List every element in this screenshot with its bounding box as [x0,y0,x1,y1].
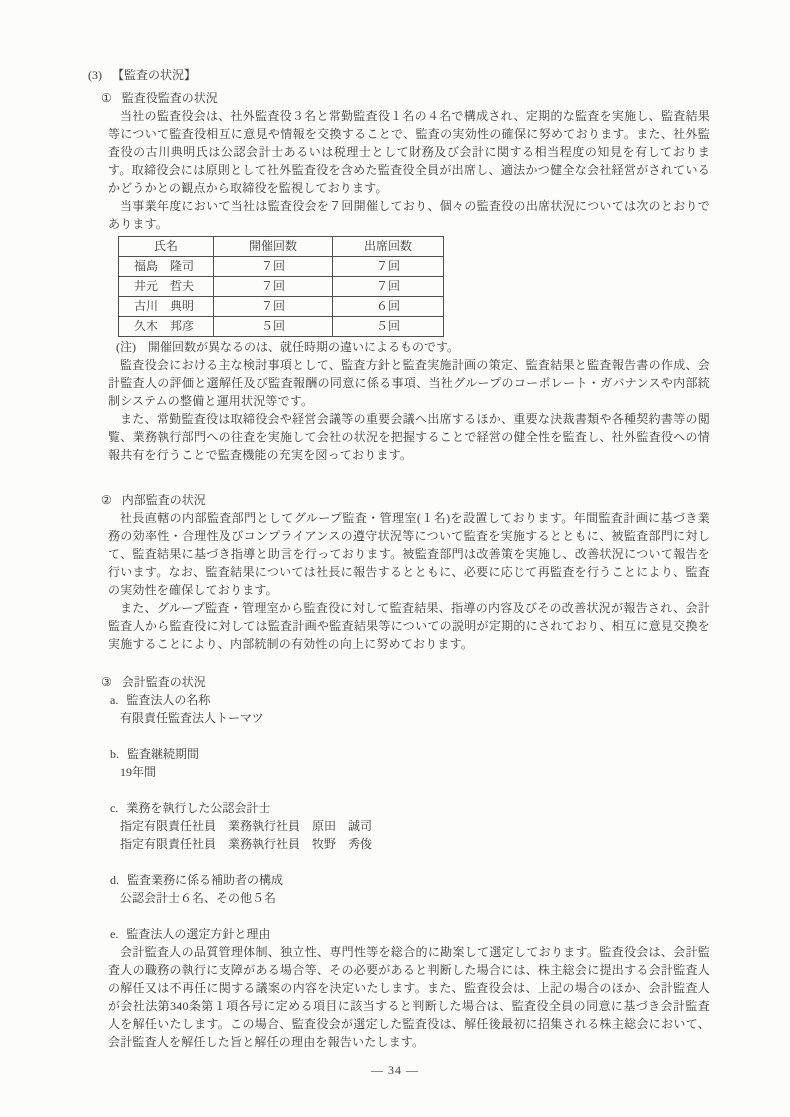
cell-held: ７回 [214,257,333,277]
cell-attended: ７回 [333,277,444,297]
table-row [119,317,444,337]
item-title: 監査法人の選定方針と理由 [126,927,271,941]
cell-name: 井元 哲夫 [119,277,214,297]
cell-name: 古川 典明 [119,297,214,317]
col-header-meetings-held: 開催回数 [214,237,333,257]
item-audit-firm-name [108,691,710,727]
attendance-table [118,236,444,337]
table-row [119,297,444,317]
item-content: 19年間 [120,765,157,779]
item-audit-continuous-period [108,745,710,781]
table-header-row [119,237,444,257]
item-label: a. [110,693,119,707]
item-executing-cpas [108,799,710,853]
subsection-number: ① [101,91,112,105]
item-label: b. [110,747,119,761]
subsection-auditor-audit [101,89,710,464]
cell-attended: ５回 [333,317,444,337]
item-label: c. [110,801,119,815]
subsection-title: 会計監査の状況 [121,675,206,689]
item-label: d. [110,873,119,887]
paragraph: 社長直轄の内部監査部門としてグループ監査・管理室(１名)を設置しております。年間監査計画に基づき業務の効率性・合理性及びコンプライアンスの遵守状況等について監査を実施するとともに、被監査部門に対して、監査結果に基づき指導と助言を行っております。被監査部門は改善策を実施し、改善状況について報告を行います。なお、監査結果については社長に報告するとともに、必要に応じて再監査を行うことにより、監査の実効性を確保しております。 [108,511,710,597]
cell-name: 久木 邦彦 [119,317,214,337]
cell-held: ７回 [214,297,333,317]
item-content: 公認会計士６名、その他５名 [120,891,277,905]
item-heading [110,745,710,763]
subsection-number: ② [101,493,112,507]
subsection-heading [101,491,710,509]
item-heading [110,871,710,889]
cell-attended: ７回 [333,257,444,277]
table-note: (注) 開催回数が異なるのは、就任時期の違いによるものです。 [116,340,460,354]
col-header-meetings-attended: 出席回数 [333,237,444,257]
cell-held: ７回 [214,277,333,297]
page-number: — 34 — [371,1063,419,1077]
section-title: 【監査の状況】 [112,68,197,82]
item-title: 監査継続期間 [127,747,200,761]
paragraph: また、グループ監査・管理室から監査役に対して監査結果、指導の内容及びその改善状況が報告され、会計監査人から監査役に対しては監査計画や監査結果等についての説明が定期的にされており、相互に意見交換を実施することにより、内部統制の有効性の向上に努めております。 [108,601,710,651]
paragraph: また、常勤監査役は取締役会や経営会議等の重要会議へ出席するほか、重要な決裁書類や各種契約書等の閲覧、業務執行部門への往査を実施して会社の状況を把握することで経営の健全性を監査し、社外監査役への情報共有を行うことで監査機能の充実を図っております。 [108,412,710,462]
subsection-internal-audit [101,491,710,653]
subsection-title: 内部監査の状況 [121,493,206,507]
item-title: 監査業務に係る補助者の構成 [127,873,284,887]
col-header-name: 氏名 [119,237,214,257]
subsection-title: 監査役監査の状況 [121,91,218,105]
subsection-heading [101,673,710,691]
item-title: 業務を執行した公認会計士 [126,801,271,815]
item-selection-policy [108,925,710,1051]
subsection-accounting-audit [101,673,710,1051]
cell-name: 福島 隆司 [119,257,214,277]
item-content: 指定有限責任社員 業務執行社員 牧野 秀俊 [120,837,373,851]
item-content: 指定有限責任社員 業務執行社員 原田 誠司 [120,819,373,833]
paragraph: 監査役会における主な検討事項として、監査方針と監査実施計画の策定、監査結果と監査報告書の作成、会計監査人の評価と選解任及び監査報酬の同意に係る事項、当社グループのコーポレート・ガバナンスや内部統制システムの整備と運用状況等です。 [108,358,710,408]
paragraph: 当事業年度において当社は監査役会を７回開催しており、個々の監査役の出席状況については次のとおりであります。 [108,199,710,231]
item-heading [110,691,710,709]
paragraph: 会計監査人の品質管理体制、独立性、専門性等を総合的に勘案して選定しております。監査役会は、会計監査人の職務の執行に支障がある場合等、その必要があると判断した場合には、株主総会に提出する会計監査人の解任又は不再任に関する議案の内容を決定いたします。また、監査役会は、上記の場合のほか、会計監査人が会社法第340条第１項各号に定める項目に該当すると判断した場合は、監査役全員の同意に基づき会計監査人を解任いたします。この場合、監査役会が選定した監査役は、解任後最初に招集される株主総会において、会計監査人を解任した旨と解任の理由を報告いたします。 [108,945,710,1049]
section-heading [88,66,710,84]
paragraph: 当社の監査役会は、社外監査役３名と常勤監査役１名の４名で構成され、定期的な監査を実施し、監査結果等について監査役相互に意見や情報を交換することで、監査の実効性の確保に努めております。また、社外監査役の古川典明氏は公認会計士あるいは税理士として財務及び会計に関する相当程度の知見を有しております。取締役会には原則として社外監査役を含めた監査役全員が出席し、適法かつ健全な会社経営がされているかどうかとの観点から取締役を監視しております。 [108,109,710,195]
item-label: e. [110,927,119,941]
item-content: 有限責任監査法人トーマツ [120,711,264,725]
item-heading [110,799,710,817]
table-row [119,257,444,277]
subsection-heading [101,89,710,107]
cell-attended: ６回 [333,297,444,317]
item-audit-assistants [108,871,710,907]
table-row [119,277,444,297]
item-title: 監査法人の名称 [126,693,211,707]
item-heading [110,925,710,943]
cell-held: ５回 [214,317,333,337]
section-number: (3) [88,68,102,82]
subsection-number: ③ [101,675,112,689]
